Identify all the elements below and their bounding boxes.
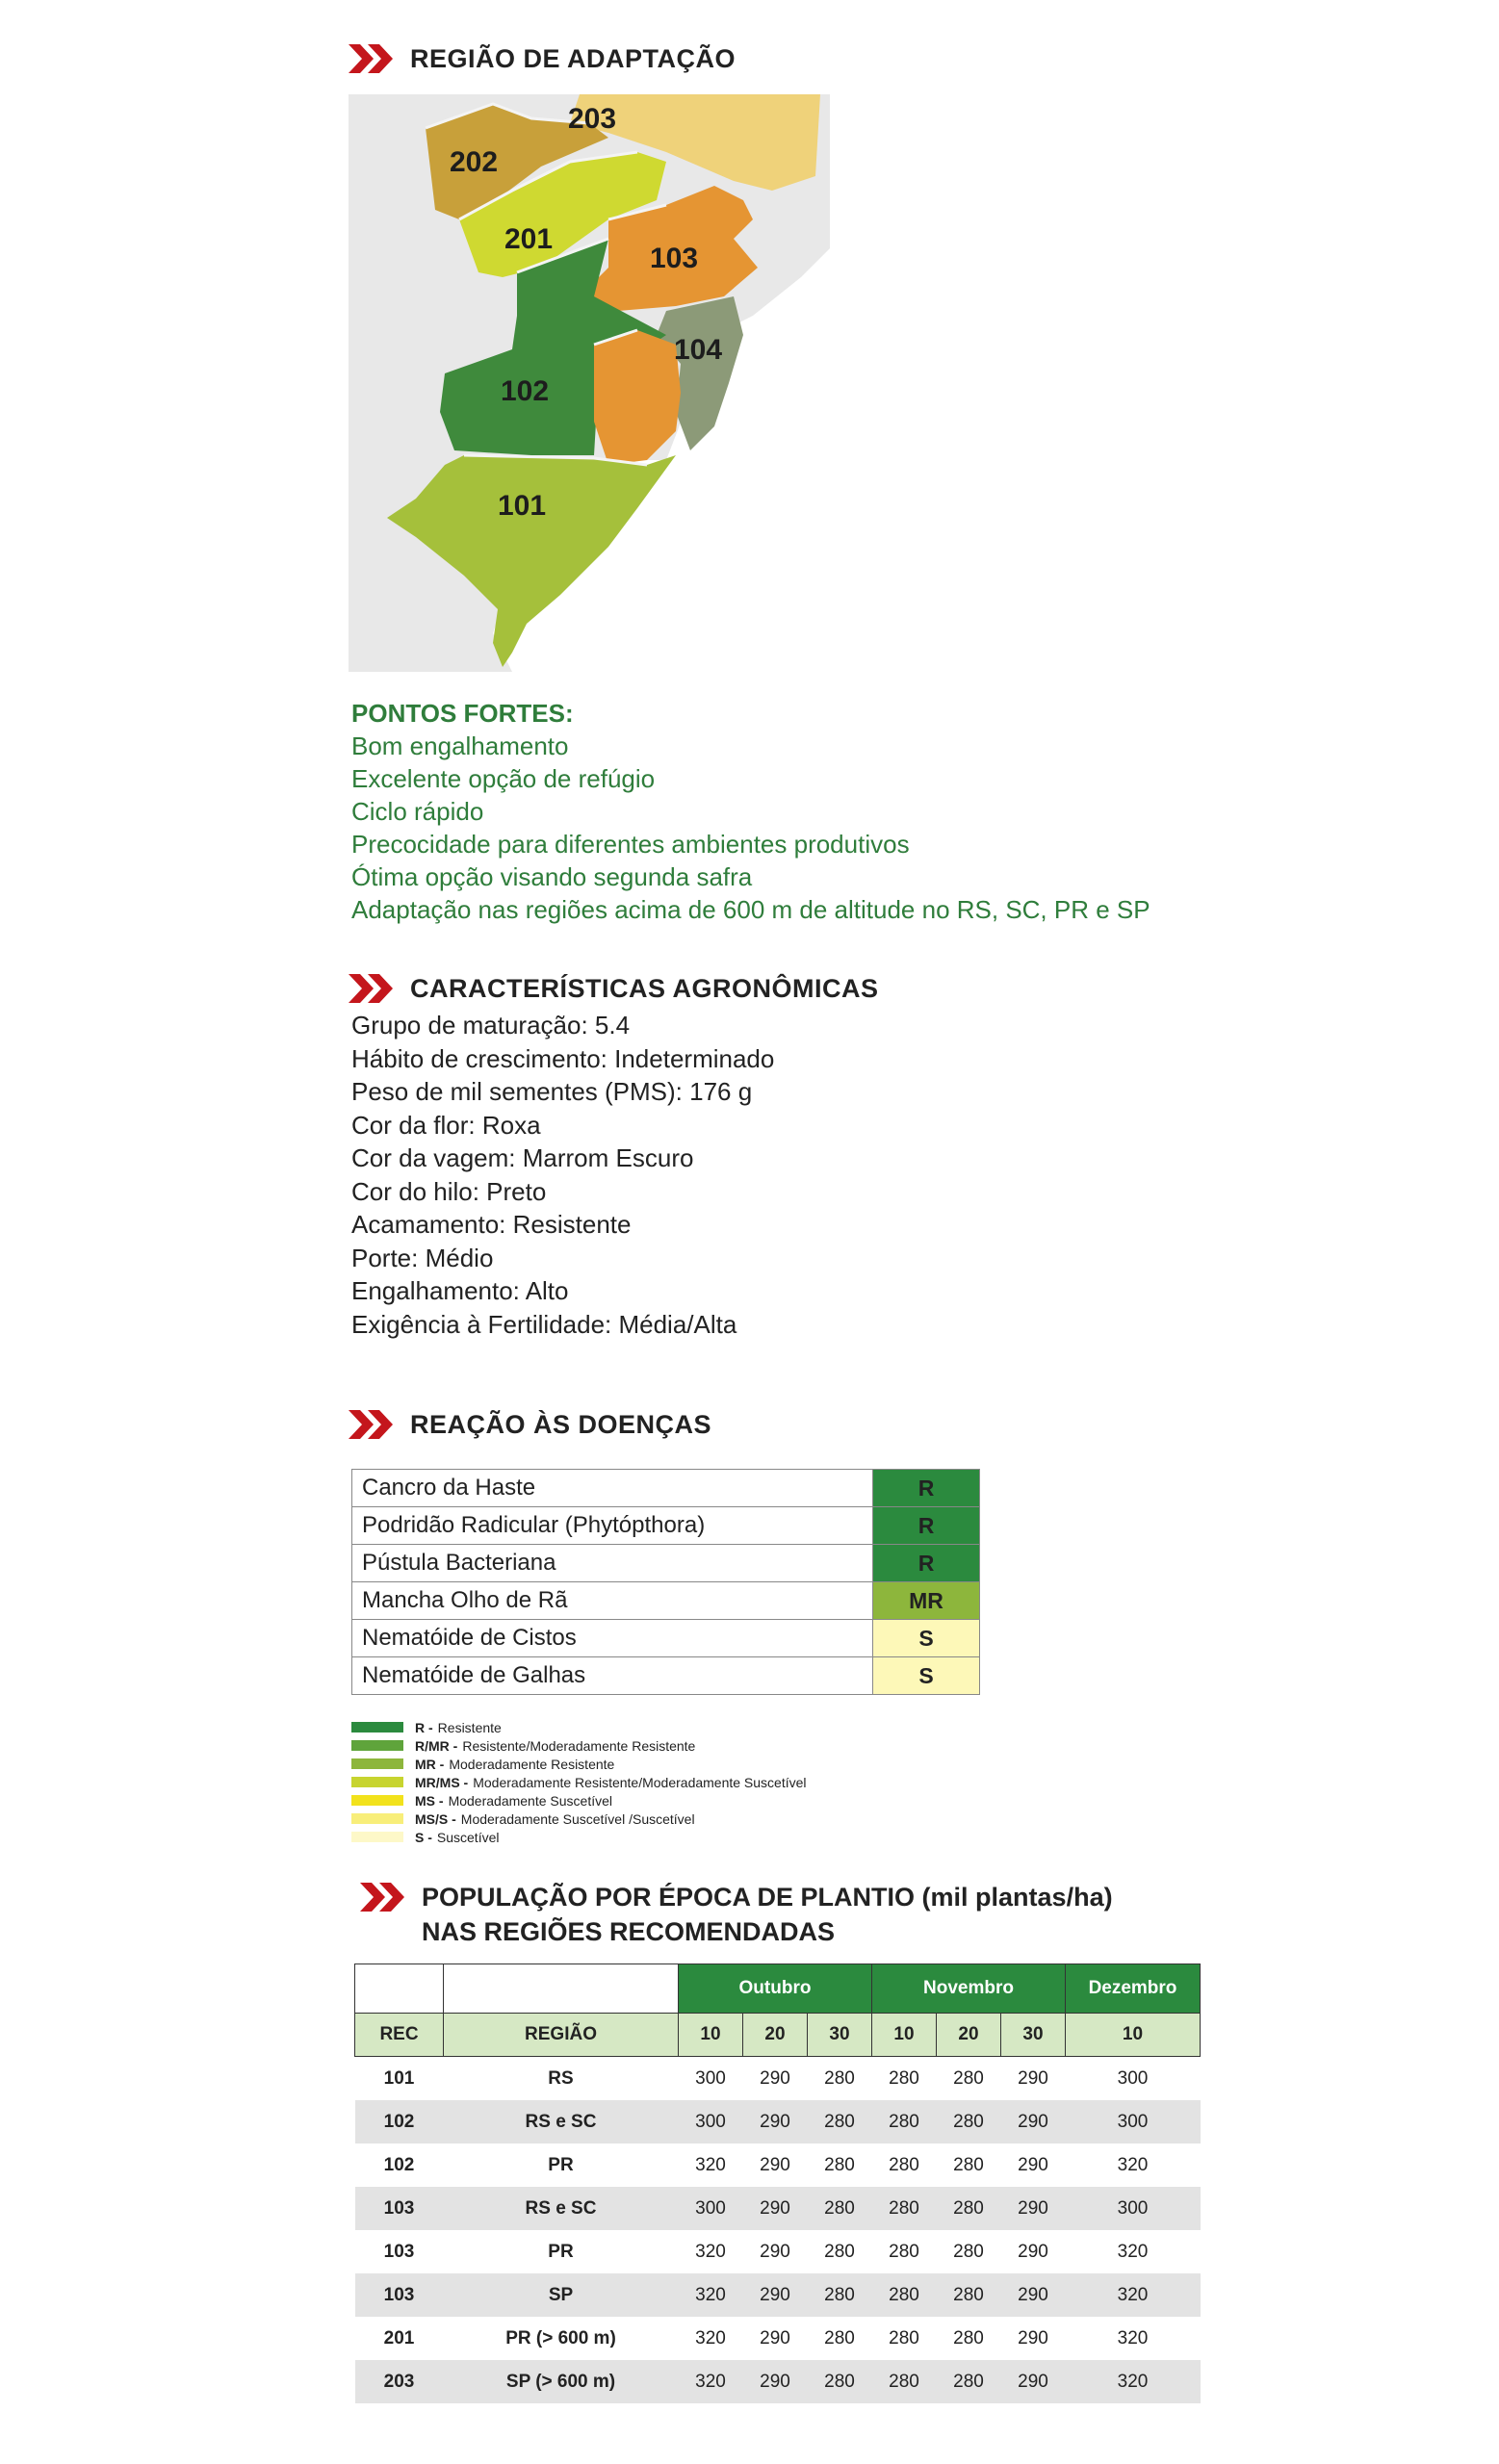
rec-cell: 201 (383, 2327, 415, 2348)
agronomic-item: Cor da vagem: Marrom Escuro (351, 1143, 694, 1172)
legend-swatch (351, 1740, 403, 1751)
empty-header-cell (444, 1964, 679, 2014)
population-value-cell: 290 (1001, 2100, 1066, 2143)
adaptation-region-map (349, 94, 830, 672)
agronomic-item: Cor do hilo: Preto (351, 1176, 547, 1206)
double-chevron-icon (349, 974, 397, 1003)
population-value-cell: 320 (679, 2273, 743, 2317)
legend-text: Moderadamente Resistente/Moderadamente Suscetível (473, 1774, 807, 1790)
region-cell: RS e SC (444, 2187, 679, 2230)
population-value-cell: 290 (760, 2327, 790, 2348)
legend-swatch (351, 1813, 403, 1824)
agronomic-item: Peso de mil sementes (PMS): 176 g (351, 1077, 753, 1106)
disease-row (352, 1507, 980, 1545)
population-row (355, 2143, 1201, 2187)
population-value-cell: 320 (1117, 2241, 1149, 2262)
population-value-cell: 320 (695, 2241, 726, 2262)
strength-item: Ótima opção visando segunda safra (351, 862, 753, 891)
legend-code: MS - (415, 1792, 444, 1809)
population-row (355, 2273, 1201, 2317)
population-value-cell: 280 (872, 2100, 937, 2143)
population-value-cell: 290 (743, 2187, 808, 2230)
population-value-cell: 320 (679, 2360, 743, 2403)
legend-item (351, 1810, 807, 1828)
legend-item (351, 1718, 807, 1736)
legend-code: R - (415, 1719, 433, 1735)
legend-text: Moderadamente Suscetível /Suscetível (460, 1810, 695, 1827)
legend-item (351, 1791, 807, 1810)
population-value-cell: 280 (872, 2360, 937, 2403)
day-header: 20 (937, 2014, 1001, 2057)
population-value-cell: 280 (937, 2273, 1001, 2317)
legend-item (351, 1736, 807, 1755)
map-label-102: 102 (501, 375, 550, 407)
population-value-cell: 290 (760, 2067, 790, 2089)
population-value-cell: 280 (808, 2187, 872, 2230)
population-value-cell: 290 (1001, 2273, 1066, 2317)
disease-name: Nematóide de Cistos (352, 1620, 873, 1657)
rec-cell: 102 (383, 2154, 415, 2175)
population-row (355, 2057, 1201, 2101)
population-row (355, 2230, 1201, 2273)
population-value-cell: 290 (1018, 2327, 1048, 2348)
population-value-cell: 280 (937, 2100, 1001, 2143)
population-value-cell: 290 (760, 2154, 790, 2175)
population-value-cell: 320 (695, 2327, 726, 2348)
disease-row (352, 1657, 980, 1695)
day-header: 10 (1066, 2014, 1201, 2057)
population-value-cell: 280 (808, 2100, 872, 2143)
agronomic-item: Acamamento: Resistente (351, 1210, 632, 1239)
population-value-cell: 280 (937, 2360, 1001, 2403)
map-label-104: 104 (674, 334, 723, 366)
population-day-header-row (355, 2014, 1201, 2057)
population-row (355, 2100, 1201, 2143)
population-row (355, 2187, 1201, 2230)
double-chevron-icon (349, 1410, 397, 1439)
population-value-cell: 280 (953, 2067, 984, 2089)
disease-row (352, 1545, 980, 1582)
population-value-cell: 280 (889, 2241, 919, 2262)
population-value-cell: 320 (1066, 2273, 1201, 2317)
population-row (355, 2360, 1201, 2403)
legend-swatch (351, 1777, 403, 1787)
legend-swatch (351, 1722, 403, 1732)
legend-text: Suscetível (436, 1829, 500, 1845)
empty-header-cell (355, 1964, 444, 2014)
rec-cell: 203 (355, 2360, 444, 2403)
disease-legend (351, 1718, 807, 1846)
double-chevron-icon (349, 44, 397, 73)
region-section-header (349, 42, 736, 75)
double-chevron-icon (360, 1883, 408, 1912)
population-value-cell: 290 (1001, 2187, 1066, 2230)
region-cell: SP (> 600 m) (444, 2360, 679, 2403)
legend-code: MS/S - (415, 1810, 456, 1827)
population-value-cell: 280 (872, 2187, 937, 2230)
rec-cell: 103 (383, 2241, 415, 2262)
strengths-block (351, 697, 1150, 926)
population-value-cell: 280 (889, 2067, 919, 2089)
strength-item: Adaptação nas regiões acima de 600 m de altitude no RS, SC, PR e SP (351, 895, 1150, 924)
month-header-outubro: Outubro (679, 1964, 872, 2014)
population-value-cell: 290 (1001, 2360, 1066, 2403)
legend-text: Moderadamente Resistente (449, 1756, 615, 1772)
agronomic-section-title: CARACTERÍSTICAS AGRONÔMICAS (410, 974, 879, 1003)
month-header-dezembro: Dezembro (1066, 1964, 1201, 2014)
agronomic-item: Grupo de maturação: 5.4 (351, 1011, 631, 1040)
disease-name: Cancro da Haste (352, 1470, 873, 1507)
agronomic-item: Exigência à Fertilidade: Média/Alta (351, 1309, 737, 1339)
legend-code: S - (415, 1829, 432, 1845)
disease-name: Nematóide de Galhas (352, 1657, 873, 1695)
population-value-cell: 280 (889, 2327, 919, 2348)
disease-row (352, 1620, 980, 1657)
strength-item: Precocidade para diferentes ambientes produtivos (351, 830, 910, 859)
population-value-cell: 280 (872, 2273, 937, 2317)
region-cell: PR (548, 2154, 574, 2175)
disease-reaction-value: R (873, 1545, 980, 1582)
population-value-cell: 290 (1018, 2241, 1048, 2262)
agronomic-list (351, 1009, 774, 1341)
rec-cell: 103 (355, 2273, 444, 2317)
population-value-cell: 280 (953, 2154, 984, 2175)
map-label-201: 201 (504, 223, 554, 255)
strengths-heading: PONTOS FORTES: (351, 699, 574, 728)
population-value-cell: 280 (808, 2360, 872, 2403)
population-value-cell: 290 (743, 2360, 808, 2403)
population-value-cell: 300 (679, 2187, 743, 2230)
population-value-cell: 280 (889, 2154, 919, 2175)
day-header: 10 (679, 2014, 743, 2057)
legend-text: Resistente/Moderadamente Resistente (462, 1737, 696, 1754)
population-section-header (360, 1880, 1113, 1949)
region-cell: RS (548, 2067, 574, 2089)
agronomic-item: Cor da flor: Roxa (351, 1110, 541, 1140)
region-column-header: REGIÃO (444, 2014, 679, 2057)
map-label-202: 202 (450, 146, 499, 178)
population-row (355, 2317, 1201, 2360)
population-value-cell: 280 (808, 2273, 872, 2317)
day-header: 20 (743, 2014, 808, 2057)
rec-column-header: REC (355, 2014, 444, 2057)
day-header: 30 (1001, 2014, 1066, 2057)
rec-cell: 103 (355, 2187, 444, 2230)
day-header: 10 (872, 2014, 937, 2057)
population-value-cell: 280 (824, 2327, 855, 2348)
region-cell: RS e SC (444, 2100, 679, 2143)
population-value-cell: 320 (1117, 2154, 1149, 2175)
disease-reaction-value: S (873, 1657, 980, 1695)
rec-cell: 102 (355, 2100, 444, 2143)
population-value-cell: 280 (953, 2241, 984, 2262)
population-value-cell: 280 (953, 2327, 984, 2348)
map-label-101: 101 (498, 490, 547, 522)
disease-reaction-value: S (873, 1620, 980, 1657)
legend-text: Moderadamente Suscetível (448, 1792, 612, 1809)
legend-swatch (351, 1832, 403, 1842)
legend-code: MR/MS - (415, 1774, 469, 1790)
legend-text: Resistente (437, 1719, 502, 1735)
population-value-cell: 290 (1018, 2067, 1048, 2089)
population-value-cell: 290 (743, 2273, 808, 2317)
population-value-cell: 300 (679, 2100, 743, 2143)
population-value-cell: 320 (1117, 2327, 1149, 2348)
agronomic-item: Engalhamento: Alto (351, 1276, 569, 1305)
population-value-cell: 280 (937, 2187, 1001, 2230)
agronomic-item: Hábito de crescimento: Indeterminado (351, 1043, 775, 1073)
population-title-line1: POPULAÇÃO POR ÉPOCA DE PLANTIO (mil plantas/ha) (422, 1883, 1113, 1912)
population-title-line2: NAS REGIÕES RECOMENDADAS (422, 1917, 836, 1946)
population-month-header-row (355, 1964, 1201, 2014)
disease-reaction-value: MR (873, 1582, 980, 1620)
agronomic-section-header (349, 972, 879, 1005)
region-cell: PR (> 600 m) (505, 2327, 616, 2348)
agronomic-item: Porte: Médio (351, 1243, 494, 1272)
rec-cell: 101 (383, 2067, 415, 2089)
map-label-103: 103 (650, 243, 699, 274)
diseases-section-title: REAÇÃO ÀS DOENÇAS (410, 1410, 712, 1439)
region-cell: PR (548, 2241, 574, 2262)
disease-row (352, 1470, 980, 1507)
disease-name: Podridão Radicular (Phytópthora) (352, 1507, 873, 1545)
legend-code: MR - (415, 1756, 445, 1772)
day-header: 30 (808, 2014, 872, 2057)
diseases-section-header (349, 1408, 711, 1441)
map-label-203: 203 (568, 103, 617, 135)
region-section-title: REGIÃO DE ADAPTAÇÃO (410, 44, 737, 73)
population-value-cell: 320 (1066, 2360, 1201, 2403)
population-value-cell: 280 (824, 2241, 855, 2262)
population-value-cell: 280 (824, 2067, 855, 2089)
population-value-cell: 300 (1066, 2100, 1201, 2143)
disease-reaction-table (351, 1469, 980, 1695)
disease-name: Mancha Olho de Rã (352, 1582, 873, 1620)
legend-swatch (351, 1758, 403, 1769)
strength-item: Ciclo rápido (351, 797, 484, 826)
disease-reaction-value: R (873, 1470, 980, 1507)
population-value-cell: 280 (824, 2154, 855, 2175)
disease-name: Pústula Bacteriana (352, 1545, 873, 1582)
population-value-cell: 320 (695, 2154, 726, 2175)
month-header-novembro: Novembro (872, 1964, 1066, 2014)
population-value-cell: 290 (743, 2100, 808, 2143)
population-value-cell: 300 (1117, 2067, 1149, 2089)
region-cell: SP (444, 2273, 679, 2317)
population-table (354, 1964, 1201, 2403)
population-value-cell: 300 (695, 2067, 726, 2089)
legend-swatch (351, 1795, 403, 1806)
population-value-cell: 290 (1018, 2154, 1048, 2175)
legend-item (351, 1828, 807, 1846)
strength-item: Bom engalhamento (351, 732, 569, 760)
population-value-cell: 290 (760, 2241, 790, 2262)
legend-item (351, 1755, 807, 1773)
legend-code: R/MR - (415, 1737, 458, 1754)
disease-row (352, 1582, 980, 1620)
disease-reaction-value: R (873, 1507, 980, 1545)
legend-item (351, 1773, 807, 1791)
population-value-cell: 300 (1066, 2187, 1201, 2230)
strength-item: Excelente opção de refúgio (351, 764, 656, 793)
